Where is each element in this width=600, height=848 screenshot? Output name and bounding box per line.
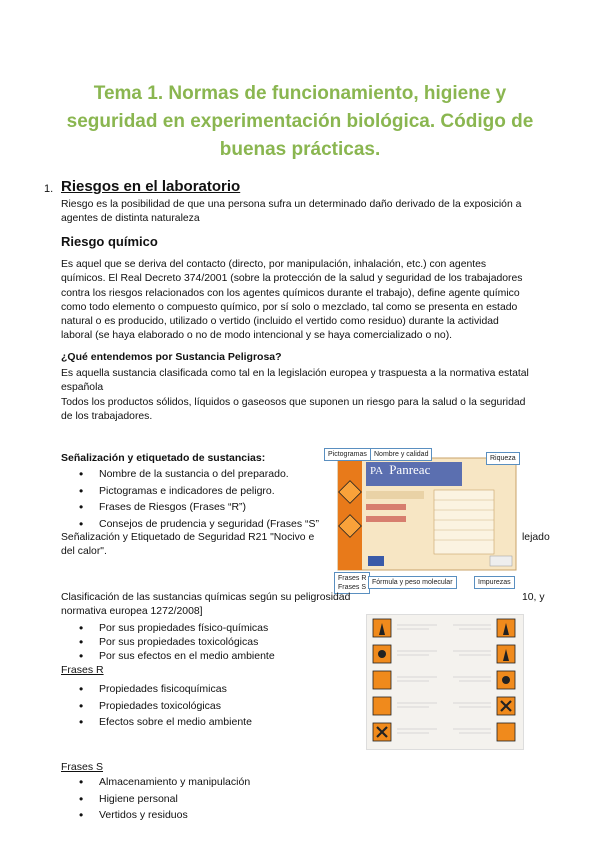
callout-frases-s: Frases S — [338, 584, 367, 591]
title-line-1: Tema 1. Normas de funcionamiento, higiene y — [93, 83, 507, 104]
paragraph-line: químicos. El Real Decreto 374/2001 (sobre la protección de la salud y seguridad de los trabajadores — [61, 273, 523, 285]
callout-nombre: Nombre y calidad — [370, 448, 432, 461]
clasificacion-list — [61, 622, 275, 663]
title-line-3: buenas prácticas. — [219, 139, 381, 160]
list-item: • Propiedades toxicológicas — [61, 698, 252, 715]
intro-line: Riesgo es la posibilidad de que una persona sufra un determinado daño derivado de la exposición a — [61, 199, 522, 210]
paragraph-line: como todo elemento o compuesto químico, por sí solo o mezclado, tal como se presenta en estado — [61, 301, 518, 313]
sustancia-peligrosa-paragraph — [61, 367, 551, 424]
frases-r-label: Frases R — [61, 664, 104, 676]
paragraph-line: Todos los productos sólidos, líquidos o gaseosos que suponen un riesgo para la salud o la seguridad — [61, 396, 526, 408]
paragraph-line: laboral (se haya elaborado o no de modo intencional y se haya comercializado o no). — [61, 330, 453, 342]
clasificacion-line-2: normativa europea 1272/2008] — [61, 606, 203, 617]
section-intro — [61, 198, 551, 227]
callout-pictogramas: Pictogramas — [324, 448, 371, 461]
senalizacion-list — [61, 466, 319, 532]
list-item: • Efectos sobre el medio ambiente — [61, 714, 252, 731]
list-item: • Propiedades fisicoquímicas — [61, 681, 252, 698]
paragraph-line: contra los riesgos relacionados con los agentes químicos durante el trabajo), define agente químico — [61, 287, 520, 299]
paragraph-line: Es aquella sustancia clasificada como tal en la legislación europea y traspuesta a la normativa estatal — [61, 368, 529, 379]
list-item: • Por sus propiedades toxicológicas — [61, 636, 275, 650]
panreac-label-image — [324, 446, 524, 591]
list-item: • Nombre de la sustancia o del preparado. — [61, 466, 319, 483]
callout-frases-r: Frases R — [338, 575, 367, 582]
r21-text-line-1-end: lejado — [522, 532, 550, 543]
section-heading: Riesgos en el laboratorio — [61, 178, 241, 195]
list-item: • Consejos de prudencia y seguridad (Frases “S” — [61, 516, 319, 533]
label-brand: Panreac — [389, 462, 431, 477]
title-line-2: seguridad en experimentación biológica. Código de — [66, 111, 534, 132]
pictogram-grid-drawing — [367, 615, 523, 749]
list-item: • Almacenamiento y manipulación — [61, 774, 250, 791]
callout-riqueza: Riqueza — [486, 452, 520, 465]
list-item: • Pictogramas e indicadores de peligro. — [61, 483, 319, 500]
frases-s-list — [61, 774, 250, 824]
frases-r-list — [61, 681, 252, 731]
list-item: • Por sus propiedades físico-químicas — [61, 622, 275, 636]
r21-text-line-2: del calor". — [61, 546, 107, 557]
list-item: • Frases de Riesgos (Frases “R”) — [61, 499, 319, 516]
riesgo-quimico-heading: Riesgo químico — [61, 234, 158, 249]
list-item: • Higiene personal — [61, 791, 250, 808]
list-item: • Vertidos y residuos — [61, 807, 250, 824]
sustancia-peligrosa-heading: ¿Qué entendemos por Sustancia Peligrosa? — [61, 351, 282, 363]
frases-s-label: Frases S — [61, 761, 104, 773]
paragraph-line: Es aquel que se deriva del contacto (directo, por manipulación, inhalación, etc.) con agentes — [61, 259, 487, 270]
list-item: • Por sus efectos en el medio ambiente — [61, 650, 275, 664]
paragraph-line: natural o es producido, utilizado o vertido (incluido el vertido como residuo) durante la actividad — [61, 316, 499, 328]
riesgo-quimico-paragraph — [61, 258, 551, 344]
r21-text-line-1: Señalización y Etiquetado de Seguridad R21 "Nocivo e — [61, 532, 315, 543]
page-title — [60, 80, 540, 164]
callout-impurezas: Impurezas — [474, 576, 515, 589]
callout-formula: Fórmula y peso molecular — [368, 576, 457, 589]
paragraph-line: española — [61, 382, 104, 394]
label-brand-prefix: PA — [370, 465, 383, 477]
senalizacion-heading: Señalización y etiquetado de sustancias: — [61, 452, 266, 464]
paragraph-line: de los trabajadores. — [61, 410, 153, 422]
section-number: 1. — [44, 183, 54, 195]
clasificacion-line-1-end: 10, y — [522, 592, 545, 603]
clasificacion-line-1: Clasificación de las sustancias químicas según su peligrosidad — [61, 592, 351, 603]
hazard-pictograms-image — [366, 614, 524, 750]
intro-line: agentes de distinta naturaleza — [61, 213, 200, 225]
